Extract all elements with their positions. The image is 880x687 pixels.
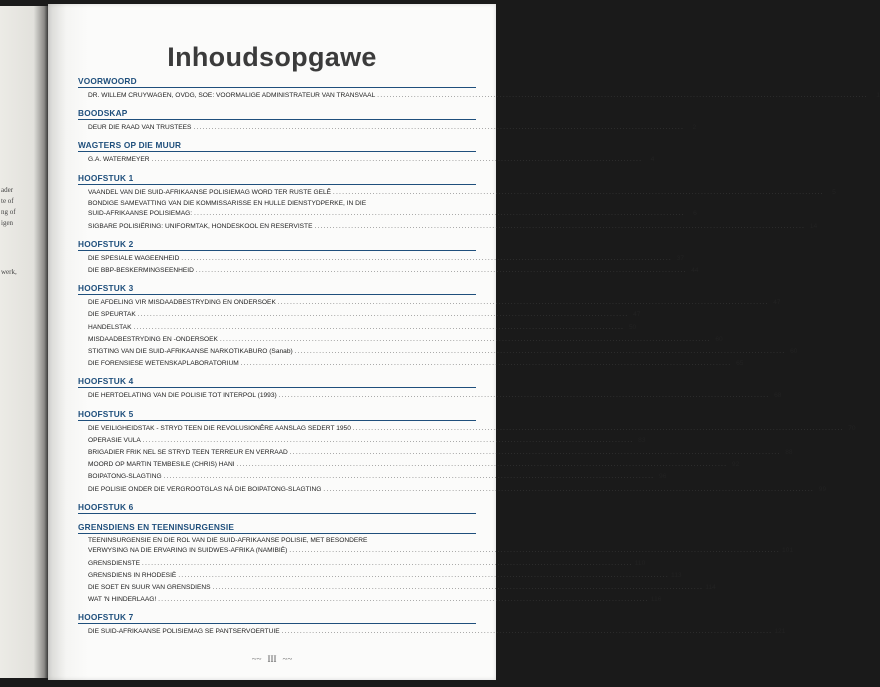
toc-entry[interactable] xyxy=(88,435,646,447)
toc-entry[interactable] xyxy=(88,346,798,358)
dot-leader xyxy=(290,447,781,459)
table-of-contents xyxy=(78,74,880,639)
entry-title: DIE SOET EN SUUR VAN GRENSDIENS xyxy=(88,584,211,592)
entry-page-number: 68 xyxy=(774,392,782,400)
toc-entry[interactable] xyxy=(88,221,818,233)
dot-leader xyxy=(193,122,684,134)
entry-page-number: 92 xyxy=(731,461,740,469)
entry-page-number: 4 xyxy=(650,156,655,164)
section-entries xyxy=(78,623,786,638)
dot-leader xyxy=(152,154,643,166)
entry-title: DIE HERTOELATING VAN DIE POLISIE TOT INTERPOL (1993) xyxy=(88,392,277,400)
dot-leader xyxy=(143,435,634,447)
entry-title: DIE BBP-BESKERMINGSEENHEID xyxy=(88,267,194,275)
section-heading: BOODSKAP xyxy=(78,108,128,119)
toc-entry[interactable] xyxy=(88,484,827,496)
entry-page-number: 60 xyxy=(715,335,723,343)
entry-title: GRENSDIENSTE xyxy=(88,559,141,567)
left-page-fragment: igen xyxy=(1,219,14,227)
entry-page-number: 110 xyxy=(634,559,646,567)
section-heading: WAGTERS OP DIE MUUR xyxy=(78,140,182,151)
entry-page-number: 47 xyxy=(633,311,641,319)
adjacent-page-edge xyxy=(0,6,48,678)
entry-page-number: 50 xyxy=(628,323,637,331)
dot-leader xyxy=(158,594,649,606)
entry-title: WAT 'N HINDERLAAG! xyxy=(88,596,157,604)
entry-page-number: 99 xyxy=(818,485,827,493)
dot-leader xyxy=(164,471,655,483)
toc-entry[interactable] xyxy=(88,334,723,346)
toc-entry[interactable] xyxy=(88,558,646,570)
section-heading: VOORWOORD xyxy=(78,76,137,86)
page-title: Inhoudsopgawe xyxy=(167,42,377,72)
dot-leader xyxy=(282,626,773,638)
entry-title-line: BONDIGE SAMEVATTING VAN DIE KOMMISSARISSE EN HULLE DIENSTYDPERKE, IN DIE xyxy=(88,199,367,207)
dot-leader xyxy=(196,265,687,277)
left-page-fragment: te of xyxy=(1,197,14,205)
ornament-left-icon: ~~ xyxy=(251,654,262,664)
entry-page-number: 96 xyxy=(659,473,667,481)
entry-title: VAANDEL VAN DIE SUID-AFRIKAANSE POLISIEMAG WORD TER RUSTE GELÊ xyxy=(88,188,332,196)
dot-leader xyxy=(279,390,770,402)
section-entries xyxy=(78,87,880,102)
entry-title: MOORD OP MARTIN TEMBESILE (CHRIS) HANI xyxy=(88,461,235,469)
dot-leader xyxy=(353,423,844,435)
dot-leader xyxy=(295,346,786,358)
entry-title: DIE POLISIE ONDER DIE VERGROOTGLAS NÁ DIE BOIPATONG-SLAGTING xyxy=(88,485,322,493)
left-page-fragment: ng of xyxy=(1,208,16,216)
dot-leader xyxy=(138,309,629,321)
dot-leader xyxy=(194,208,685,220)
section-entries xyxy=(78,533,794,607)
entry-title: SUID-AFRIKAANSE POLISIEMAG: xyxy=(88,210,193,218)
entry-page-number: 101 xyxy=(782,547,794,555)
dot-leader xyxy=(289,545,780,557)
section-entries xyxy=(78,294,798,370)
entry-page-number: 121 xyxy=(774,628,786,636)
toc-entry[interactable] xyxy=(88,154,655,166)
section-heading: GRENSDIENS EN TEENINSURGENSIE xyxy=(78,521,235,532)
section-heading: HOOFSTUK 3 xyxy=(78,283,134,294)
dot-leader xyxy=(278,297,769,309)
dot-leader xyxy=(133,322,624,334)
entry-title: G.A. WATERMEYER xyxy=(88,156,150,164)
entry-page-number: 2 xyxy=(692,124,697,132)
entry-page-number: 44 xyxy=(691,267,699,275)
entry-title: DIE SPEURTAK xyxy=(88,311,136,319)
toc-entry[interactable] xyxy=(88,447,793,459)
ornament-right-icon: ~~ xyxy=(282,654,293,664)
entry-title-line: TEENINSURGENSIE EN DIE ROL VAN DIE SUID-AFRIKAANSE POLISIE, MET BESONDERE xyxy=(88,536,368,544)
entry-title: DIE AFDELING VIR MISDAADBESTRYDING EN ONDERSOEK xyxy=(88,299,276,307)
section-entries xyxy=(78,119,697,134)
dot-leader xyxy=(237,459,728,471)
toc-entry[interactable] xyxy=(88,297,781,309)
dot-leader xyxy=(220,334,711,346)
section-heading: HOOFSTUK 5 xyxy=(78,408,134,419)
section-heading: HOOFSTUK 7 xyxy=(78,612,134,623)
toc-entry[interactable] xyxy=(88,626,786,638)
entry-page-number: 37 xyxy=(676,254,685,262)
entry-page-number: 70 xyxy=(848,424,856,432)
toc-entry[interactable] xyxy=(88,471,667,483)
contents-page xyxy=(48,4,880,680)
section-entries xyxy=(78,513,476,516)
section-heading: HOOFSTUK 4 xyxy=(78,376,134,387)
entry-title: DIE SPESIALE WAGEENHEID xyxy=(88,254,180,262)
toc-entry[interactable] xyxy=(88,459,740,471)
page-footer xyxy=(48,654,496,664)
entry-title: GRENSDIENS IN RHODESIË xyxy=(88,571,177,579)
toc-entry[interactable] xyxy=(88,208,697,220)
toc-entry[interactable] xyxy=(88,265,699,277)
dot-leader xyxy=(178,570,669,582)
page-number: III xyxy=(267,654,277,664)
entry-page-number: 60 xyxy=(790,348,798,356)
section-entries xyxy=(78,184,836,233)
toc-entry[interactable] xyxy=(88,253,685,265)
dot-leader xyxy=(333,187,824,199)
entry-page-number: 114 xyxy=(705,584,716,592)
toc-entry[interactable] xyxy=(88,90,880,102)
toc-entry[interactable] xyxy=(88,390,782,402)
section-entries xyxy=(78,420,856,496)
toc-entry[interactable] xyxy=(88,582,716,594)
entry-title: DIE SUID-AFRIKAANSE POLISIEMAG SE PANTSERVOERTUIE xyxy=(88,628,280,636)
left-page-fragment: werk, xyxy=(1,268,17,276)
entry-title: VERWYSING NA DIE ERVARING IN SUIDWES-AFRIKA (NAMIBIË) xyxy=(88,547,288,555)
toc-entry[interactable] xyxy=(88,570,682,582)
section-entries xyxy=(78,151,655,166)
entry-page-number: 116 xyxy=(650,596,662,604)
dot-leader xyxy=(181,253,672,265)
toc-entry[interactable] xyxy=(88,322,637,334)
entry-title: SIGBARE POLISIËRING: UNIFORMTAK, HONDESKOOL EN RESERVISTE xyxy=(88,222,313,230)
section-entries xyxy=(78,387,782,402)
entry-page-number: 47 xyxy=(773,299,781,307)
dot-leader xyxy=(213,582,704,594)
entry-page-number: 65 xyxy=(736,360,744,368)
dot-leader xyxy=(314,221,805,233)
entry-page-number: 6 xyxy=(693,210,697,218)
toc-entry[interactable] xyxy=(88,309,641,321)
entry-page-number: 113 xyxy=(671,571,682,579)
entry-title: MISDAADBESTRYDING EN -ONDERSOEK xyxy=(88,335,218,343)
entry-title: DEUR DIE RAAD VAN TRUSTEES xyxy=(88,124,192,132)
entry-page-number: 83 xyxy=(638,436,646,444)
entry-page-number: 1 xyxy=(876,92,880,99)
entry-title: HANDELSTAK xyxy=(88,323,132,331)
dot-leader xyxy=(241,358,732,370)
entry-page-number: 88 xyxy=(785,449,793,457)
toc-entry[interactable] xyxy=(88,545,794,557)
entry-title: BRIGADIER FRIK NEL SE STRYD TEEN TERREUR EN VERRAAD xyxy=(88,449,288,457)
entry-title: STIGTING VAN DIE SUID-AFRIKAANSE NARKOTIKABURO (Sanab) xyxy=(88,348,293,356)
toc-entry[interactable] xyxy=(88,423,856,435)
toc-entry[interactable] xyxy=(88,594,662,606)
section-heading: HOOFSTUK 6 xyxy=(78,501,134,512)
section-heading: HOOFSTUK 1 xyxy=(78,172,134,183)
entry-title: BOIPATONG-SLAGTING xyxy=(88,473,162,481)
toc-entry[interactable] xyxy=(88,122,697,134)
entry-page-number: 14 xyxy=(809,222,818,230)
toc-entry[interactable] xyxy=(88,358,744,370)
dot-leader xyxy=(323,484,814,496)
left-page-fragment: ader xyxy=(1,186,14,194)
section-entries xyxy=(78,250,699,277)
dot-leader xyxy=(377,90,868,102)
dot-leader xyxy=(142,558,633,570)
entry-title: OPERASIE VULA xyxy=(88,436,141,444)
toc-entry[interactable] xyxy=(88,187,836,199)
entry-title: DR. WILLEM CRUYWAGEN, OVDG, SOE: VOORMALIGE ADMINISTRATEUR VAN TRANSVAAL xyxy=(88,92,376,99)
entry-page-number: 5 xyxy=(832,188,836,196)
entry-title: DIE VEILIGHEIDSTAK - STRYD TEEN DIE REVOLUSIONÊRE AANSLAG SEDERT 1950 xyxy=(88,424,351,432)
section-heading: HOOFSTUK 2 xyxy=(78,238,134,249)
entry-title: DIE FORENSIESE WETENSKAPLABORATORIUM xyxy=(88,360,239,368)
